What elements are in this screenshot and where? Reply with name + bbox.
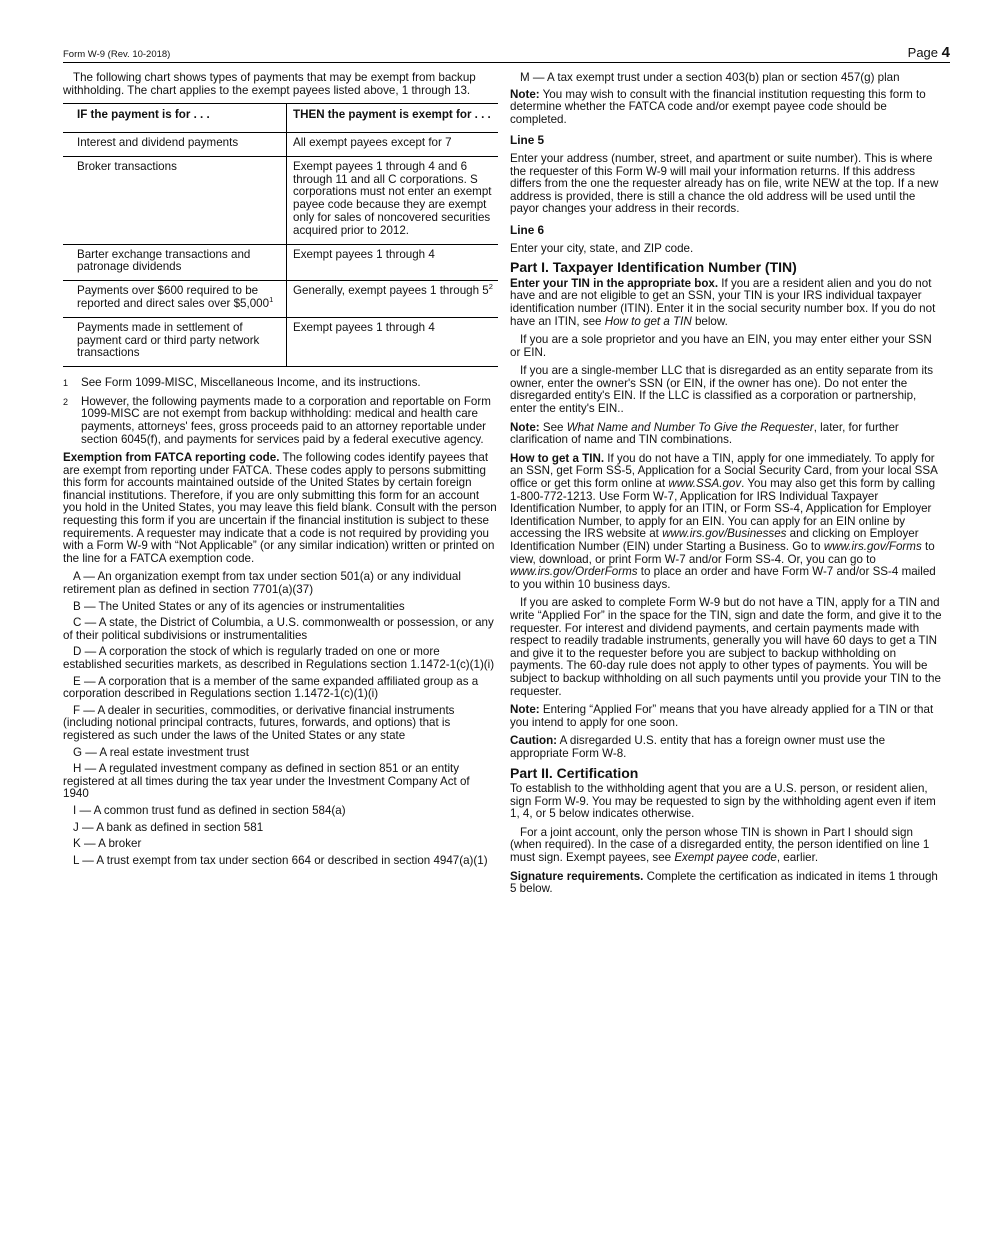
table-row (63, 281, 498, 318)
irs-orderforms-url: www.irs.gov/OrderForms (510, 565, 638, 579)
part1-heading: Part I. Taxpayer Identification Number (TIN) (510, 259, 797, 276)
note-text: , later, for further clarification of name and TIN combinations. (510, 420, 899, 447)
tin-ref: How to get a TIN (604, 314, 692, 328)
fatca-code-item: B — The United States or any of its agencies or instrumentalities (73, 599, 405, 613)
fatca-code-item: C — A state, the District of Columbia, a U.S. commonwealth or possession, or any of their political subdivisions or instrumentalities (63, 616, 494, 642)
signature-label: Signature requirements. (510, 869, 644, 883)
fatca-code-item: K — A broker (73, 837, 142, 851)
fatca-code-item: J — A bank as defined in section 581 (73, 820, 264, 834)
note-paragraph (510, 422, 942, 447)
table-cell-exempt (287, 281, 499, 318)
table-cell-exempt: All exempt payees except for 7 (287, 132, 499, 156)
irs-forms-url: www.irs.gov/Forms (823, 540, 922, 553)
how-to-text: If you do not have a TIN, apply for one immediately. To apply for an SSN, get Form SS-5, Application for a Social Security Card, from your local SSA office or get this form online at (510, 451, 938, 491)
cell-text: Generally, exempt payees 1 through 5 (293, 284, 489, 298)
tin-text-a: If you are a resident alien and you do not have and are not eligible to get an SSN, your TIN is your IRS individual taxpayer identification number (ITIN). Enter it in the social security number box. If you do not have an ITIN, see (510, 276, 936, 328)
fatca-body: The following codes identify payees that are exempt from reporting under FATCA. These codes apply to persons submitting this form for accounts maintained outside of the United States by certain foreign financial institutions. Therefore, if you are only submitting this form for an account you hold in the United States, you may leave this field blank. Consult with the person requesting this form if you are uncertain if the financial institution is subject to these requirements. A requester may indicate that a code is not required by providing you with a Form W-9 with “Not Applicable” (or any similar indication) written or printed on the line for a FATCA exemption code. (63, 451, 497, 565)
note-ref: What Name and Number To Give the Requester (566, 420, 814, 434)
footnote-ref: 2 (488, 282, 493, 292)
line5-heading: Line 5 (510, 133, 545, 148)
fatca-heading: Exemption from FATCA reporting code. (63, 451, 280, 465)
page-word: Page (907, 45, 939, 60)
fatca-code-item: M — A tax exempt trust under a section 403(b) plan or section 457(g) plan (520, 71, 900, 84)
table-row (63, 132, 498, 156)
footnote-text: See Form 1099-MISC, Miscellaneous Income, and its instructions. (81, 376, 421, 390)
footnote-mark: 1 (63, 378, 69, 389)
llc-paragraph: If you are a single-member LLC that is disregarded as an entity separate from its owner, enter the owner's SSN (or EIN, if the owner has one). Do not enter the disregarded entity's EIN. If the LLC is classified as a corporation or partnership, enter the entity's EIN.. (510, 364, 934, 416)
fatca-code-item: A — An organization exempt from tax under section 501(a) or any individual retirement plan as defined in section 7701(a)(37) (63, 570, 461, 597)
irs-businesses-url: www.irs.gov/Businesses (662, 527, 787, 541)
how-to-text: to view, download, or print Form W-7 and/or Form SS-4. Or, you can go to (510, 540, 935, 566)
chart-intro: The following chart shows types of payments that may be exempt from backup withholding. The chart applies to the exempt payees listed above, 1 through 13. (63, 71, 476, 97)
caution-text: A disregarded U.S. entity that has a foreign owner must use the appropriate Form W-8. (510, 734, 886, 760)
sole-proprietor-paragraph: If you are a sole proprietor and you have an EIN, you may enter either your SSN or EIN. (510, 333, 932, 359)
footnote-text: However, the following payments made to a corporation and reportable on Form 1099-MISC are not exempt from backup withholding: medical and health care payments, attorneys' fees, gross proceeds paid to an attorney reportable under section 6045(f), and payments for services paid by a federal executive agency. (81, 394, 491, 446)
page-header (63, 44, 950, 63)
cert-ref: Exempt payee code (674, 851, 777, 865)
how-to-text: to place an order and have Form W-7 and/or SS-4 mailed to you within 10 business days. (510, 565, 936, 591)
signature-text: Complete the certification as indicated in items 1 through 5 below. (510, 869, 938, 896)
footnote (63, 377, 498, 390)
footnote (63, 396, 498, 446)
cert-text: For a joint account, only the person whose TIN is shown in Part I should sign (when required). In the case of a disregarded entity, the person identified on line 1 must sign. Exempt payees, see (510, 825, 930, 865)
how-to-text: . You may also get this form by calling 1-800-772-1213. Use Form W-7, Application for IRS Individual Taxpayer Identification Number, to apply for an ITIN, or Form SS-4, Application for Employer Identification Number, to apply for an EIN. You can apply for an EIN online by accessing the IRS website at (510, 477, 936, 541)
how-to-text: and clicking on Employer Identification Number (EIN) under Starting a Business. Go to (510, 527, 919, 553)
footnote-mark: 2 (63, 396, 69, 407)
table-cell-exempt: Exempt payees 1 through 4 (287, 317, 499, 366)
note-text: You may wish to consult with the financial institution requesting this form to determine whether the FATCA code and/or exempt payee code should be completed. (510, 87, 926, 126)
table-row (63, 244, 498, 281)
part2-heading: Part II. Certification (510, 764, 639, 781)
joint-account-paragraph (510, 827, 942, 865)
line6-heading: Line 6 (510, 222, 545, 237)
table-header-if: IF the payment is for . . . (63, 104, 287, 133)
signature-requirements-paragraph (510, 871, 942, 896)
table-header-then: THEN the payment is exempt for . . . (287, 104, 499, 133)
table-row (63, 156, 498, 244)
table-cell-payment: Interest and dividend payments (63, 132, 287, 156)
caution-label: Caution: (510, 734, 558, 748)
table-header-row (63, 104, 498, 133)
form-id: Form W-9 (Rev. 10-2018) (63, 49, 171, 60)
exempt-payments-table (63, 103, 498, 367)
fatca-code-item: G — A real estate investment trust (73, 745, 249, 759)
page-number (908, 44, 950, 61)
note-label: Note: (510, 420, 540, 434)
footnote-ref: 1 (269, 295, 274, 305)
fatca-code-item: I — A common trust fund as defined in section 584(a) (73, 803, 346, 817)
line5-text: Enter your address (number, street, and apartment or suite number). This is where the requester of this Form W-9 will mail your information returns. If this address differs from the one the requester already has on file, write NEW at the top. If a new address is provided, there is still a chance the old address will be used until the payor changes your address in their records. (510, 151, 939, 216)
tin-lead: Enter your TIN in the appropriate box. (510, 276, 719, 290)
fatca-code-item: E — A corporation that is a member of the same expanded affiliated group as a corporation described in Regulations section 1.1472-1(c)(1)(i) (63, 674, 479, 701)
note-paragraph (510, 89, 942, 127)
note-text: See (539, 420, 567, 434)
note-text: Entering “Applied For” means that you have already applied for a TIN or that you intend to apply for one soon. (510, 703, 934, 729)
table-cell-payment: Broker transactions (63, 156, 287, 244)
tin-paragraph (510, 278, 942, 328)
cert-text: , earlier. (776, 851, 819, 865)
ssa-url: www.SSA.gov (668, 477, 742, 491)
note-label: Note: (510, 87, 540, 101)
table-cell-payment: Barter exchange transactions and patronage dividends (63, 244, 287, 281)
how-to-get-tin-paragraph (510, 453, 942, 592)
right-column (510, 72, 942, 902)
cell-text: Payments over $600 required to be reported and direct sales over $5,000 (77, 284, 270, 310)
table-cell-exempt: Exempt payees 1 through 4 (287, 244, 499, 281)
fatca-code-item: F — A dealer in securities, commodities, or derivative financial instruments (including notional principal contracts, futures, forwards, and options) that is registered as such under the laws of the United States or any state (63, 703, 455, 742)
table-cell-exempt: Exempt payees 1 through 4 and 6 through 11 and all C corporations. S corporations must not enter an exempt payee code because they are exempt only for sales of noncovered securities acquired prior to 2012. (287, 156, 499, 244)
page-num: 4 (941, 44, 950, 61)
note-label: Note: (510, 703, 540, 717)
certification-paragraph: To establish to the withholding agent that you are a U.S. person, or resident alien, sign Form W-9. You may be requested to sign by the withholding agent even if item 1, 4, or 5 below indicates otherwise. (510, 782, 936, 821)
fatca-paragraph (63, 452, 498, 565)
how-to-label: How to get a TIN. (510, 451, 605, 465)
fatca-code-item: H — A regulated investment company as defined in section 851 or an entity registered at all times during the tax year under the Investment Company Act of 1940 (63, 762, 470, 801)
left-column (63, 72, 498, 871)
caution-paragraph (510, 735, 942, 760)
applied-for-paragraph: If you are asked to complete Form W-9 but do not have a TIN, apply for a TIN and write “Applied For” in the space for the TIN, sign and date the form, and give it to the requester. For interest and dividend payments, and certain payments made with respect to readily tradable instruments, generally you will have 60 days to get a TIN and give it to the requester before you are subject to backup withholding on payments. The 60-day rule does not apply to other types of payments. You will be subject to backup withholding on all such payments until you provide your TIN to the requester. (510, 596, 942, 698)
line6-text: Enter your city, state, and ZIP code. (510, 241, 694, 255)
note-paragraph (510, 704, 942, 729)
table-row (63, 317, 498, 366)
fatca-code-item: L — A trust exempt from tax under section 664 or described in section 4947(a)(1) (73, 853, 488, 867)
table-cell-payment: Payments made in settlement of payment card or third party network transactions (63, 317, 287, 366)
tin-text-b: below. (691, 314, 728, 328)
fatca-code-item: D — A corporation the stock of which is regularly traded on one or more established securities markets, as described in Regulations section 1.1472-1(c)(1)(i) (63, 645, 495, 672)
table-cell-payment (63, 281, 287, 318)
